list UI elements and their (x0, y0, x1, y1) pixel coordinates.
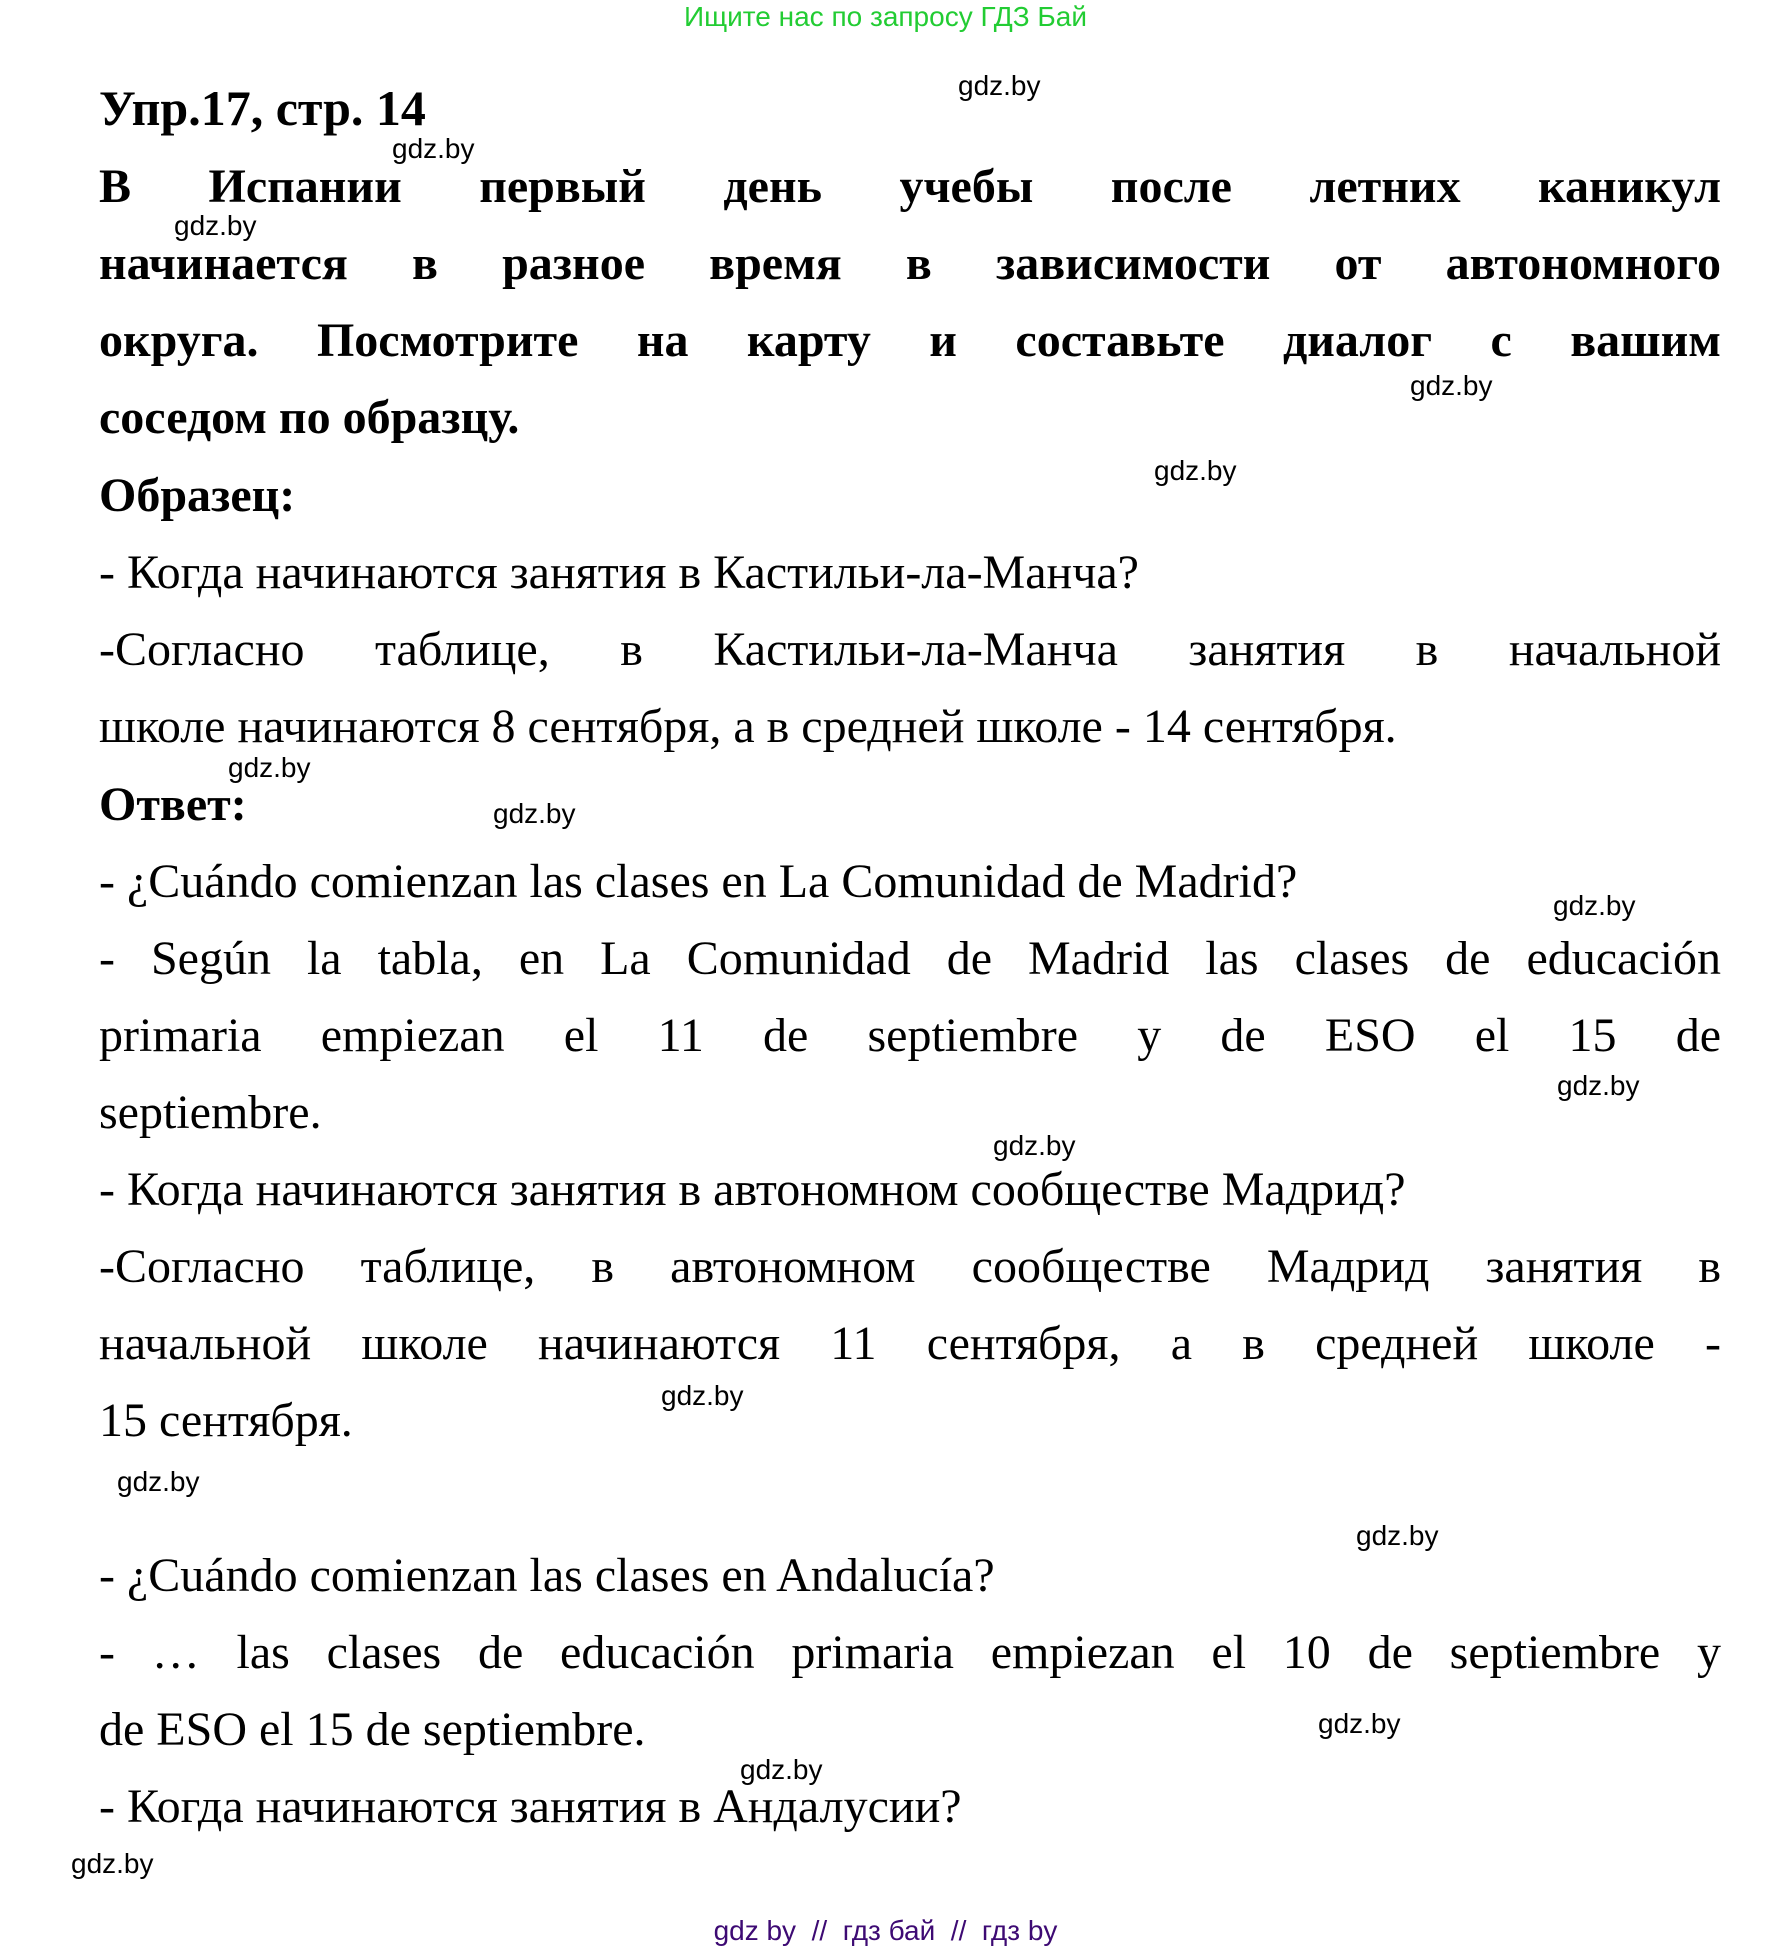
sample-line: - Когда начинаются занятия в Кастильи-ла-Манча? (99, 546, 1139, 599)
watermark: gdz.by (228, 752, 311, 783)
sample-line: -Согласно таблице, в Кастильи-ла-Манча занятия в начальной (99, 623, 1721, 676)
watermark: gdz.by (740, 1754, 823, 1785)
watermark: gdz.by (392, 133, 475, 164)
watermark: gdz.by (1356, 1520, 1439, 1551)
answer-heading: Ответ: (99, 778, 247, 831)
top-banner: Ищите нас по запросу ГДЗ Бай (683, 1, 1088, 32)
task-line: соседом по образцу. (99, 391, 520, 444)
task-line: округа. Посмотрите на карту и составьте диалог с вашим (99, 314, 1721, 367)
watermark: gdz.by (993, 1130, 1076, 1161)
answer-line: - Según la tabla, en La Comunidad de Madrid las clases de educación (99, 932, 1721, 985)
watermark: gdz.by (1553, 890, 1636, 921)
answer-line: -Согласно таблице, в автономном сообществе Мадрид занятия в (99, 1240, 1721, 1293)
exercise-title: Упр.17, стр. 14 (99, 80, 426, 136)
answer-line: septiembre. (99, 1086, 322, 1139)
task-line: начинается в разное время в зависимости от автономного (99, 237, 1721, 290)
sample-line: школе начинаются 8 сентября, а в средней школе - 14 сентября. (99, 700, 1397, 753)
watermark: gdz.by (117, 1466, 200, 1497)
watermark: gdz.by (958, 70, 1041, 101)
answer-line: 15 сентября. (99, 1394, 353, 1447)
sample-heading: Образец: (99, 469, 296, 522)
footer-banner: gdz by // гдз бай // гдз by (713, 1915, 1058, 1946)
answer-line: - Когда начинаются занятия в Андалусии? (99, 1780, 962, 1833)
answer-line: начальной школе начинаются 11 сентября, а в средней школе - (99, 1317, 1721, 1370)
watermark: gdz.by (71, 1848, 154, 1879)
watermark: gdz.by (1154, 455, 1237, 486)
watermark: gdz.by (493, 798, 576, 829)
watermark: gdz.by (1318, 1708, 1401, 1739)
answer-line: - … las clases de educación primaria empiezan el 10 de septiembre y (99, 1626, 1721, 1679)
answer-line: - ¿Cuándo comienzan las clases en Andalucía? (99, 1549, 995, 1602)
watermark: gdz.by (1557, 1070, 1640, 1101)
answer-line: primaria empiezan el 11 de septiembre y de ESO el 15 de (99, 1009, 1721, 1062)
answer-line: - Когда начинаются занятия в автономном сообществе Мадрид? (99, 1163, 1406, 1216)
watermark: gdz.by (661, 1380, 744, 1411)
watermark: gdz.by (174, 210, 257, 241)
watermark: gdz.by (1410, 370, 1493, 401)
task-line: В Испании первый день учебы после летних каникул (99, 160, 1721, 213)
answer-line: - ¿Cuándo comienzan las clases en La Comunidad de Madrid? (99, 855, 1298, 908)
answer-line: de ESO el 15 de septiembre. (99, 1703, 646, 1756)
